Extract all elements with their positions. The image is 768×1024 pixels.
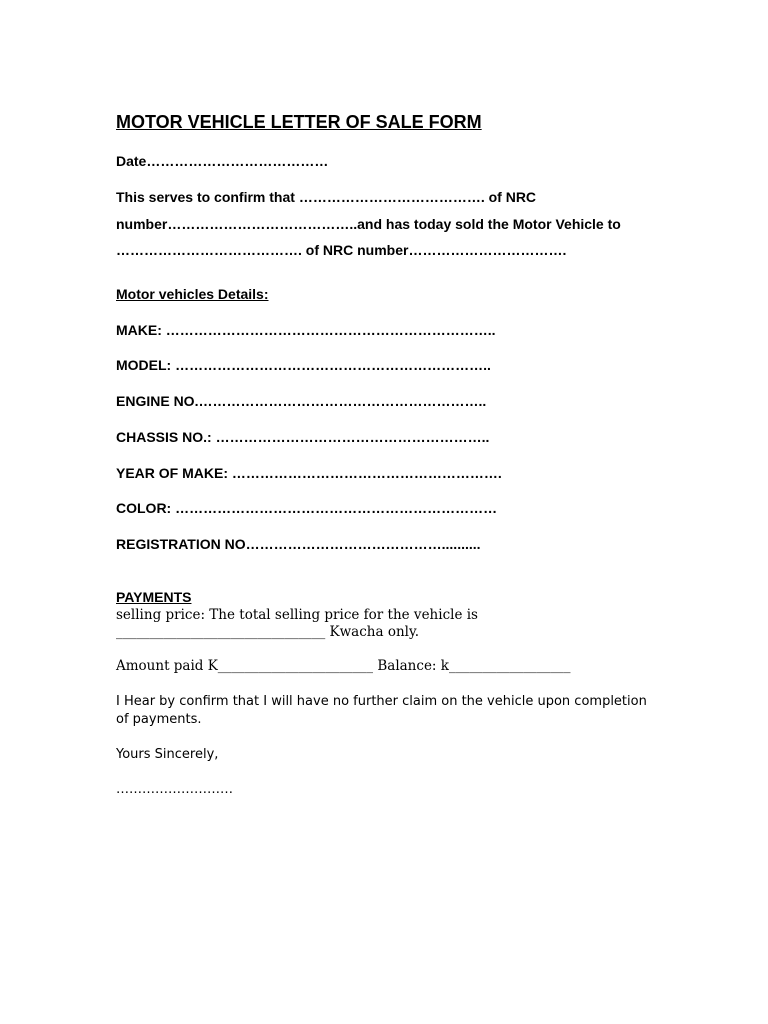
amount-paid-line: Amount paid K_______________________ Balance: k__________________ [116, 658, 571, 674]
payments-heading: PAYMENTS [116, 589, 192, 605]
signature-line: ……………………… [116, 782, 233, 797]
field-make: MAKE: …………………………………………………………….. [116, 322, 496, 338]
yours-sincerely: Yours Sincerely, [116, 747, 219, 762]
field-model: MODEL: ………………………………………………………….. [116, 357, 491, 373]
confirm-line-3: …………………………………. of NRC number……………………………. [116, 242, 567, 258]
field-color: COLOR: …………………………………………………………… [116, 500, 498, 516]
claim-statement: I Hear by confirm that I will have no further claim on the vehicle upon completion of payments. [116, 694, 647, 727]
field-registration-no: REGISTRATION NO…………………………………….......... [116, 536, 481, 552]
page-title: MOTOR VEHICLE LETTER OF SALE FORM [116, 112, 482, 132]
confirm-line-2: number…………………………………..and has today sold the Motor Vehicle to [116, 216, 621, 232]
field-chassis-no: CHASSIS NO.: ………………………………………………….. [116, 429, 490, 445]
selling-price-line-1: selling price: The total selling price for the vehicle is [116, 607, 478, 623]
details-heading: Motor vehicles Details: [116, 286, 269, 302]
confirm-line-1: This serves to confirm that …………………………………. of NRC [116, 189, 537, 205]
date-line: Date………………………………… [116, 153, 329, 169]
selling-price-line-2: _______________________________ Kwacha only. [116, 624, 420, 640]
field-year-of-make: YEAR OF MAKE: …………………………………………………. [116, 465, 502, 481]
field-engine-no: ENGINE NO.…………………………………………………….. [116, 393, 487, 409]
